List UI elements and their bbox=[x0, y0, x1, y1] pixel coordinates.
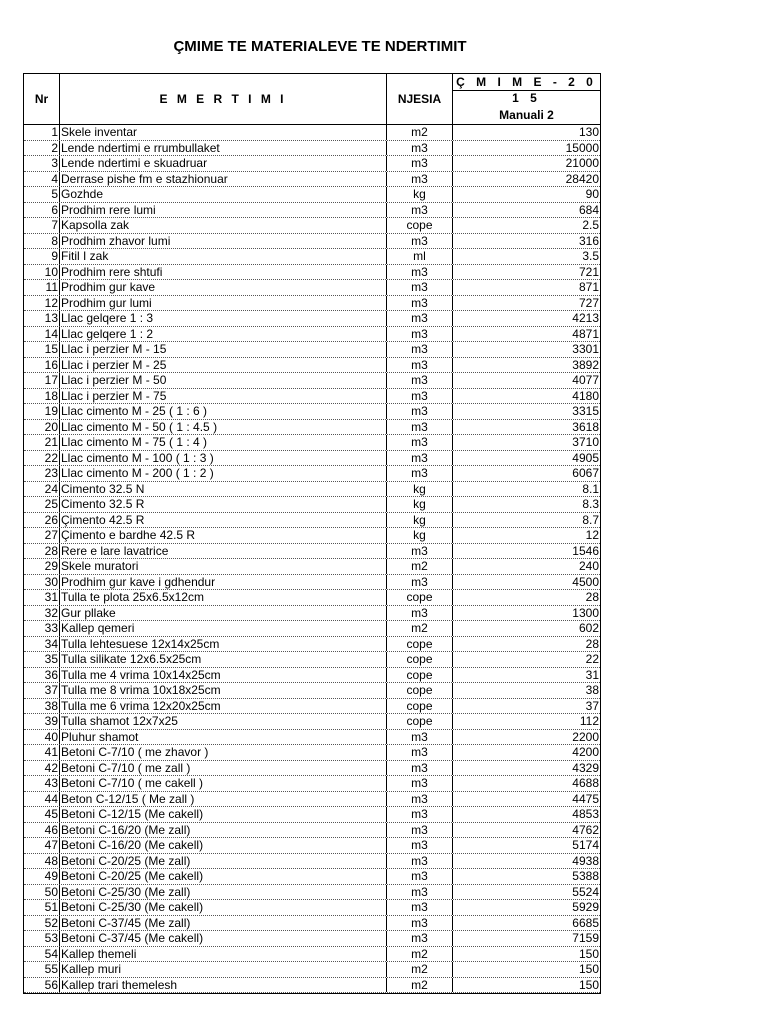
unit: m3 bbox=[387, 823, 453, 838]
unit: m3 bbox=[387, 838, 453, 853]
table-row bbox=[24, 389, 600, 405]
unit: m3 bbox=[387, 466, 453, 481]
material-name: Kallep muri bbox=[60, 962, 387, 977]
material-name: Betoni C-12/15 (Me cakell) bbox=[60, 807, 387, 822]
row-number: 32 bbox=[24, 606, 60, 621]
price: 4475 bbox=[572, 791, 599, 806]
unit: m3 bbox=[387, 358, 453, 373]
unit: m3 bbox=[387, 172, 453, 187]
price: 316 bbox=[578, 233, 599, 248]
unit: m2 bbox=[387, 978, 453, 993]
table-row bbox=[24, 218, 600, 234]
price: 112 bbox=[579, 714, 599, 728]
row-number: 10 bbox=[24, 265, 60, 280]
table-row bbox=[24, 296, 600, 312]
row-number: 31 bbox=[24, 590, 60, 605]
price: 7159 bbox=[572, 931, 599, 945]
material-name: Llac cimento M - 100 ( 1 : 3 ) bbox=[60, 451, 387, 466]
row-number: 3 bbox=[24, 156, 60, 171]
table-row bbox=[24, 482, 600, 498]
material-name: Llac gelqere 1 : 2 bbox=[60, 327, 387, 342]
row-number: 48 bbox=[24, 854, 60, 869]
row-number: 7 bbox=[24, 218, 60, 233]
table-row bbox=[24, 373, 600, 389]
price: 1546 bbox=[572, 543, 599, 558]
material-name: Çimento e bardhe 42.5 R bbox=[60, 528, 387, 543]
table-row bbox=[24, 776, 600, 792]
price: 2200 bbox=[572, 729, 599, 744]
row-number: 27 bbox=[24, 528, 60, 543]
row-number: 43 bbox=[24, 776, 60, 791]
price: 5929 bbox=[572, 900, 599, 914]
material-name: Betoni C-25/30 (Me zall) bbox=[60, 885, 387, 900]
unit: m2 bbox=[387, 947, 453, 962]
material-name: Pluhur shamot bbox=[60, 730, 387, 745]
material-name: Gozhde bbox=[60, 187, 387, 202]
material-name: Lende ndertimi e rrumbullaket bbox=[60, 141, 387, 156]
row-number: 45 bbox=[24, 807, 60, 822]
row-number: 13 bbox=[24, 311, 60, 326]
table-row bbox=[24, 730, 600, 746]
unit: kg bbox=[387, 513, 453, 528]
table-row bbox=[24, 451, 600, 467]
unit: m3 bbox=[387, 900, 453, 915]
price: 5174 bbox=[572, 838, 599, 852]
table-row bbox=[24, 869, 600, 885]
row-number: 52 bbox=[24, 916, 60, 931]
price: 4762 bbox=[572, 822, 599, 837]
price: 4853 bbox=[572, 807, 599, 821]
row-number: 17 bbox=[24, 373, 60, 388]
row-number: 36 bbox=[24, 668, 60, 683]
unit: m3 bbox=[387, 931, 453, 946]
unit: m2 bbox=[387, 559, 453, 574]
material-name: Betoni C-20/25 (Me cakell) bbox=[60, 869, 387, 884]
material-name: Prodhim rere shtufi bbox=[60, 265, 387, 280]
unit: kg bbox=[387, 482, 453, 497]
row-number: 28 bbox=[24, 544, 60, 559]
price: 8.7 bbox=[582, 512, 599, 527]
price: 3618 bbox=[572, 419, 599, 434]
unit: m3 bbox=[387, 745, 453, 760]
price: 28 bbox=[585, 636, 599, 651]
price: 2.5 bbox=[582, 218, 599, 232]
table-row bbox=[24, 420, 600, 436]
unit: cope bbox=[387, 668, 453, 683]
row-number: 20 bbox=[24, 420, 60, 435]
price: 28 bbox=[585, 590, 599, 604]
table-row bbox=[24, 575, 600, 591]
price: 4905 bbox=[572, 450, 599, 465]
price: 4329 bbox=[572, 760, 599, 775]
table-row bbox=[24, 652, 600, 668]
row-number: 6 bbox=[24, 203, 60, 218]
material-name: Prodhim gur kave i gdhendur bbox=[60, 575, 387, 590]
table-row bbox=[24, 699, 600, 715]
price: 8.3 bbox=[582, 497, 599, 511]
price: 4180 bbox=[572, 388, 599, 403]
table-row bbox=[24, 621, 600, 637]
row-number: 34 bbox=[24, 637, 60, 652]
price: 38 bbox=[585, 683, 599, 697]
price: 4688 bbox=[572, 776, 599, 790]
table-body bbox=[24, 125, 600, 993]
price: 31 bbox=[585, 667, 599, 682]
material-name: Tulla me 6 vrima 12x20x25cm bbox=[60, 699, 387, 714]
material-name: Betoni C-7/10 ( me zall ) bbox=[60, 761, 387, 776]
unit: m3 bbox=[387, 606, 453, 621]
unit: m3 bbox=[387, 869, 453, 884]
material-name: Beton C-12/15 ( Me zall ) bbox=[60, 792, 387, 807]
material-name: Cimento 32.5 R bbox=[60, 497, 387, 512]
material-name: Prodhim zhavor lumi bbox=[60, 234, 387, 249]
header-manuali: Manuali 2 bbox=[499, 108, 554, 122]
price: 3710 bbox=[572, 435, 599, 449]
table-row bbox=[24, 513, 600, 529]
material-name: Betoni C-20/25 (Me zall) bbox=[60, 854, 387, 869]
unit: m3 bbox=[387, 792, 453, 807]
price: 3315 bbox=[572, 404, 599, 418]
table-row bbox=[24, 404, 600, 420]
unit: m3 bbox=[387, 435, 453, 450]
row-number: 23 bbox=[24, 466, 60, 481]
price: 37 bbox=[585, 698, 599, 713]
price: 5524 bbox=[572, 884, 599, 899]
material-name: Prodhim gur kave bbox=[60, 280, 387, 295]
row-number: 47 bbox=[24, 838, 60, 853]
unit: m3 bbox=[387, 761, 453, 776]
price: 3892 bbox=[572, 357, 599, 372]
material-name: Betoni C-16/20 (Me cakell) bbox=[60, 838, 387, 853]
table-row bbox=[24, 606, 600, 622]
header-price-group bbox=[453, 74, 600, 124]
table-row bbox=[24, 466, 600, 482]
price: 3301 bbox=[572, 342, 599, 356]
row-number: 53 bbox=[24, 931, 60, 946]
price: 90 bbox=[585, 187, 599, 201]
row-number: 49 bbox=[24, 869, 60, 884]
material-name: Betoni C-16/20 (Me zall) bbox=[60, 823, 387, 838]
row-number: 40 bbox=[24, 730, 60, 745]
table-row bbox=[24, 311, 600, 327]
unit: m3 bbox=[387, 389, 453, 404]
price: 12 bbox=[585, 528, 599, 542]
row-number: 51 bbox=[24, 900, 60, 915]
unit: m3 bbox=[387, 342, 453, 357]
unit: m3 bbox=[387, 885, 453, 900]
material-name: Derrase pishe fm e stazhionuar bbox=[60, 172, 387, 187]
row-number: 14 bbox=[24, 327, 60, 342]
unit: m3 bbox=[387, 265, 453, 280]
table-row bbox=[24, 962, 600, 978]
material-name: Tulla me 8 vrima 10x18x25cm bbox=[60, 683, 387, 698]
table-row bbox=[24, 187, 600, 203]
material-name: Betoni C-7/10 ( me zhavor ) bbox=[60, 745, 387, 760]
price: 684 bbox=[578, 202, 599, 217]
material-name: Betoni C-7/10 ( me cakell ) bbox=[60, 776, 387, 791]
unit: m3 bbox=[387, 203, 453, 218]
price: 4200 bbox=[572, 745, 599, 759]
price: 602 bbox=[578, 621, 599, 635]
row-number: 55 bbox=[24, 962, 60, 977]
table-row bbox=[24, 683, 600, 699]
price: 5388 bbox=[572, 869, 599, 883]
price: 1300 bbox=[572, 605, 599, 620]
material-name: Tulla silikate 12x6.5x25cm bbox=[60, 652, 387, 667]
row-number: 56 bbox=[24, 978, 60, 993]
row-number: 35 bbox=[24, 652, 60, 667]
material-name: Kallep themeli bbox=[60, 947, 387, 962]
unit: cope bbox=[387, 637, 453, 652]
table-row bbox=[24, 590, 600, 606]
table-row bbox=[24, 249, 600, 265]
material-name: Llac cimento M - 75 ( 1 : 4 ) bbox=[60, 435, 387, 450]
unit: m3 bbox=[387, 730, 453, 745]
unit: m3 bbox=[387, 156, 453, 171]
table-row bbox=[24, 885, 600, 901]
unit: kg bbox=[387, 497, 453, 512]
row-number: 41 bbox=[24, 745, 60, 760]
unit: m3 bbox=[387, 296, 453, 311]
row-number: 54 bbox=[24, 947, 60, 962]
material-name: Llac i perzier M - 75 bbox=[60, 389, 387, 404]
table-row bbox=[24, 172, 600, 188]
table-row bbox=[24, 792, 600, 808]
unit: cope bbox=[387, 683, 453, 698]
price: 22 bbox=[585, 652, 599, 666]
price: 130 bbox=[578, 125, 599, 139]
price: 150 bbox=[578, 977, 599, 992]
row-number: 2 bbox=[24, 141, 60, 156]
material-name: Kapsolla zak bbox=[60, 218, 387, 233]
table-row bbox=[24, 931, 600, 947]
row-number: 18 bbox=[24, 389, 60, 404]
material-name: Kallep qemeri bbox=[60, 621, 387, 636]
row-number: 16 bbox=[24, 358, 60, 373]
material-name: Rere e lare lavatrice bbox=[60, 544, 387, 559]
price: 21000 bbox=[565, 156, 599, 170]
material-name: Tulla shamot 12x7x25 bbox=[60, 714, 387, 729]
unit: kg bbox=[387, 528, 453, 543]
material-name: Çimento 42.5 R bbox=[60, 513, 387, 528]
material-name: Tulla me 4 vrima 10x14x25cm bbox=[60, 668, 387, 683]
unit: m2 bbox=[387, 125, 453, 140]
price: 4871 bbox=[572, 326, 599, 341]
row-number: 15 bbox=[24, 342, 60, 357]
table-row bbox=[24, 497, 600, 513]
row-number: 44 bbox=[24, 792, 60, 807]
unit: m2 bbox=[387, 962, 453, 977]
table-row bbox=[24, 854, 600, 870]
price: 721 bbox=[578, 264, 599, 279]
material-name: Cimento 32.5 N bbox=[60, 482, 387, 497]
material-name: Llac cimento M - 50 ( 1 : 4.5 ) bbox=[60, 420, 387, 435]
unit: cope bbox=[387, 590, 453, 605]
price: 240 bbox=[578, 559, 599, 573]
unit: m3 bbox=[387, 234, 453, 249]
material-name: Fitil I zak bbox=[60, 249, 387, 264]
row-number: 42 bbox=[24, 761, 60, 776]
table-row bbox=[24, 203, 600, 219]
unit: m3 bbox=[387, 280, 453, 295]
price: 727 bbox=[578, 295, 599, 310]
material-name: Gur pllake bbox=[60, 606, 387, 621]
row-number: 4 bbox=[24, 172, 60, 187]
price: 150 bbox=[578, 946, 599, 961]
unit: m3 bbox=[387, 807, 453, 822]
price: 15000 bbox=[565, 140, 599, 155]
unit: cope bbox=[387, 714, 453, 729]
row-number: 19 bbox=[24, 404, 60, 419]
material-name: Llac i perzier M - 25 bbox=[60, 358, 387, 373]
material-name: Prodhim gur lumi bbox=[60, 296, 387, 311]
price: 6067 bbox=[572, 466, 599, 480]
price: 6685 bbox=[572, 915, 599, 930]
table-row bbox=[24, 358, 600, 374]
unit: m3 bbox=[387, 141, 453, 156]
unit: m3 bbox=[387, 854, 453, 869]
table-row bbox=[24, 141, 600, 157]
row-number: 26 bbox=[24, 513, 60, 528]
unit: cope bbox=[387, 652, 453, 667]
unit: m3 bbox=[387, 916, 453, 931]
table-row bbox=[24, 435, 600, 451]
material-name: Prodhim rere lumi bbox=[60, 203, 387, 218]
row-number: 25 bbox=[24, 497, 60, 512]
material-name: Betoni C-25/30 (Me cakell) bbox=[60, 900, 387, 915]
row-number: 50 bbox=[24, 885, 60, 900]
page-title: ÇMIME TE MATERIALEVE TE NDERTIMIT bbox=[173, 38, 467, 55]
row-number: 37 bbox=[24, 683, 60, 698]
table-row bbox=[24, 528, 600, 544]
material-name: Llac i perzier M - 15 bbox=[60, 342, 387, 357]
table-row bbox=[24, 544, 600, 560]
price: 4938 bbox=[572, 853, 599, 868]
row-number: 24 bbox=[24, 482, 60, 497]
unit: m3 bbox=[387, 404, 453, 419]
row-number: 38 bbox=[24, 699, 60, 714]
material-name: Lende ndertimi e skuadruar bbox=[60, 156, 387, 171]
row-number: 11 bbox=[24, 280, 60, 295]
material-name: Tulla lehtesuese 12x14x25cm bbox=[60, 637, 387, 652]
table-row bbox=[24, 823, 600, 839]
table-row bbox=[24, 327, 600, 343]
material-name: Llac i perzier M - 50 bbox=[60, 373, 387, 388]
material-name: Betoni C-37/45 (Me zall) bbox=[60, 916, 387, 931]
unit: m3 bbox=[387, 544, 453, 559]
unit: kg bbox=[387, 187, 453, 202]
unit: m3 bbox=[387, 327, 453, 342]
material-name: Skele inventar bbox=[60, 125, 387, 140]
row-number: 9 bbox=[24, 249, 60, 264]
row-number: 22 bbox=[24, 451, 60, 466]
material-name: Kallep trari themelesh bbox=[60, 978, 387, 993]
table-row bbox=[24, 559, 600, 575]
unit: cope bbox=[387, 699, 453, 714]
material-name: Tulla te plota 25x6.5x12cm bbox=[60, 590, 387, 605]
row-number: 30 bbox=[24, 575, 60, 590]
row-number: 39 bbox=[24, 714, 60, 729]
header-nr: Nr bbox=[24, 74, 60, 124]
header-njesia: NJESIA bbox=[387, 74, 453, 124]
header-cmime-2015: Ç M I M E - 2 0 1 5 bbox=[453, 74, 600, 91]
material-name: Llac gelqere 1 : 3 bbox=[60, 311, 387, 326]
price: 150 bbox=[578, 962, 599, 976]
table-row bbox=[24, 916, 600, 932]
table-row bbox=[24, 668, 600, 684]
table-header bbox=[24, 73, 600, 125]
price: 28420 bbox=[565, 171, 599, 186]
price: 8.1 bbox=[582, 481, 599, 496]
unit: m3 bbox=[387, 575, 453, 590]
material-name: Llac cimento M - 200 ( 1 : 2 ) bbox=[60, 466, 387, 481]
material-name: Betoni C-37/45 (Me cakell) bbox=[60, 931, 387, 946]
price: 3.5 bbox=[582, 249, 599, 263]
row-number: 46 bbox=[24, 823, 60, 838]
unit: ml bbox=[387, 249, 453, 264]
unit: m3 bbox=[387, 451, 453, 466]
row-number: 12 bbox=[24, 296, 60, 311]
table-row bbox=[24, 265, 600, 281]
table-row bbox=[24, 714, 600, 730]
row-number: 5 bbox=[24, 187, 60, 202]
row-number: 1 bbox=[24, 125, 60, 140]
row-number: 29 bbox=[24, 559, 60, 574]
unit: m3 bbox=[387, 311, 453, 326]
table-row bbox=[24, 234, 600, 250]
price: 871 bbox=[578, 280, 599, 294]
unit: m3 bbox=[387, 420, 453, 435]
table-row bbox=[24, 807, 600, 823]
price: 4500 bbox=[572, 574, 599, 589]
material-name: Llac cimento M - 25 ( 1 : 6 ) bbox=[60, 404, 387, 419]
price: 4213 bbox=[572, 311, 599, 325]
unit: m3 bbox=[387, 373, 453, 388]
table-row bbox=[24, 761, 600, 777]
price-table bbox=[23, 73, 601, 994]
table-row bbox=[24, 838, 600, 854]
price: 4077 bbox=[572, 373, 599, 387]
unit: cope bbox=[387, 218, 453, 233]
table-row bbox=[24, 900, 600, 916]
table-row bbox=[24, 156, 600, 172]
table-row bbox=[24, 978, 600, 994]
unit: m2 bbox=[387, 621, 453, 636]
row-number: 8 bbox=[24, 234, 60, 249]
table-row bbox=[24, 637, 600, 653]
row-number: 21 bbox=[24, 435, 60, 450]
table-row bbox=[24, 125, 600, 141]
table-row bbox=[24, 947, 600, 963]
table-row bbox=[24, 342, 600, 358]
row-number: 33 bbox=[24, 621, 60, 636]
table-row bbox=[24, 745, 600, 761]
material-name: Skele muratori bbox=[60, 559, 387, 574]
header-emertimi: E M E R T I M I bbox=[60, 74, 387, 124]
table-row bbox=[24, 280, 600, 296]
unit: m3 bbox=[387, 776, 453, 791]
